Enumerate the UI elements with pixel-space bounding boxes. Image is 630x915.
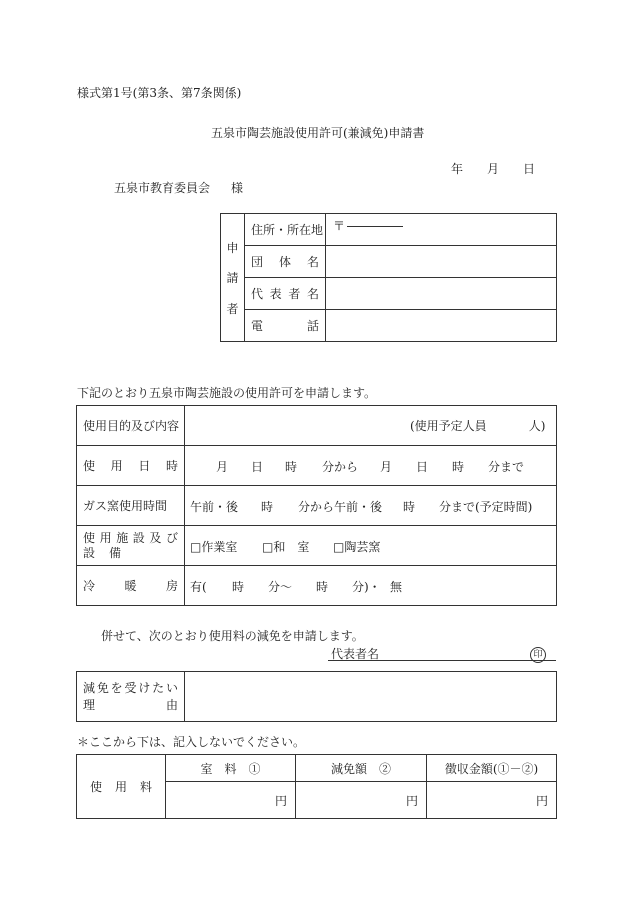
room-fee-header: 室 料 ①	[166, 755, 296, 782]
heating-start-hour: 時	[232, 580, 245, 594]
fee-label: 使 用 料	[77, 755, 166, 819]
group-name-field[interactable]	[326, 246, 557, 278]
postal-mark: 〒	[333, 219, 346, 233]
facility-option-workroom[interactable]: □作業室	[190, 540, 238, 554]
heating-field[interactable]	[185, 566, 557, 606]
kiln-start-hour: 時	[261, 500, 274, 514]
addressee-name: 五泉市教育委員会	[114, 181, 211, 195]
facilities-field	[185, 526, 557, 566]
room-fee-cell[interactable]	[166, 782, 296, 819]
exemption-text: 併せて、次のとおり使用料の減免を申請します。	[101, 629, 364, 643]
discount-header: 減免額 ②	[296, 755, 427, 782]
kiln-end-hour: 時	[403, 500, 416, 514]
address-field[interactable]	[326, 214, 557, 246]
office-use-note: ＊ここから下は、記入しないでください。	[77, 735, 306, 749]
group-name-label: 団 体 名	[245, 246, 326, 278]
yen-unit: 円	[274, 793, 287, 808]
discount-cell[interactable]	[296, 782, 427, 819]
representative-name-label: 代表者名	[331, 647, 380, 661]
start-day: 日	[251, 460, 264, 474]
kiln-start-ampm: 午前・後	[190, 500, 239, 514]
date-day: 日	[523, 162, 536, 176]
start-minute: 分から	[322, 460, 359, 474]
start-month: 月	[216, 460, 229, 474]
page-title: 五泉市陶芸施設使用許可(兼減免)申請書	[211, 126, 425, 140]
collection-amount-cell[interactable]	[427, 782, 557, 819]
heating-no: 無	[390, 580, 403, 594]
yen-unit: 円	[535, 793, 548, 808]
applicant-table	[220, 213, 557, 342]
start-hour: 時	[285, 460, 298, 474]
facility-option-kiln[interactable]: □陶芸窯	[333, 540, 381, 554]
heating-yes: 有(	[190, 580, 207, 594]
seal-mark: 印	[530, 647, 546, 663]
phone-label: 電 話	[245, 310, 326, 342]
usage-table	[76, 405, 557, 606]
kiln-time-label: ガス窯使用時間	[77, 486, 185, 526]
end-month: 月	[380, 460, 393, 474]
end-day: 日	[416, 460, 429, 474]
collection-amount-header: 徴収金額(①－②)	[427, 755, 557, 782]
signature-line[interactable]	[328, 660, 556, 661]
usage-datetime-label: 使 用 日 時	[77, 446, 185, 486]
date-year: 年	[451, 162, 464, 176]
kiln-end-minute: 分まで(予定時間)	[439, 500, 533, 514]
usage-datetime-field[interactable]	[185, 446, 557, 486]
phone-field[interactable]	[326, 310, 557, 342]
kiln-end-ampm: 分から午前・後	[298, 500, 383, 514]
heating-end-hour: 時	[316, 580, 329, 594]
end-minute: 分まで	[488, 460, 525, 474]
address-label: 住所・所在地	[245, 214, 326, 246]
planned-people-note: (使用予定人員 人)	[410, 419, 546, 433]
form-number: 様式第1号(第3条、第7条関係)	[77, 86, 242, 100]
purpose-field[interactable]	[185, 406, 557, 446]
yen-unit: 円	[405, 793, 418, 808]
intro-text: 下記のとおり五泉市陶芸施設の使用許可を申請します。	[77, 386, 377, 400]
representative-field[interactable]	[326, 278, 557, 310]
exemption-reason-label: 減 免 を 受 け た い 理 由	[77, 672, 185, 722]
heating-start-minute: 分～	[268, 580, 293, 594]
kiln-time-field[interactable]	[185, 486, 557, 526]
purpose-label: 使用目的及び内容	[77, 406, 185, 446]
fee-table	[76, 754, 557, 819]
applicant-label: 申 請 者	[221, 214, 245, 342]
facilities-label: 使 用 施 設 及 び 設 備	[77, 526, 185, 566]
facility-option-japanese-room[interactable]: □和 室	[262, 540, 310, 554]
addressee-honorific: 様	[231, 181, 244, 195]
exemption-reason-table	[76, 671, 557, 722]
heating-label: 冷 暖 房	[77, 566, 185, 606]
representative-label: 代 表 者 名	[245, 278, 326, 310]
exemption-reason-field[interactable]	[185, 672, 557, 722]
heating-end-minute: 分)・	[352, 580, 381, 594]
end-hour: 時	[452, 460, 465, 474]
date-month: 月	[487, 162, 500, 176]
postal-code-line	[347, 226, 403, 227]
